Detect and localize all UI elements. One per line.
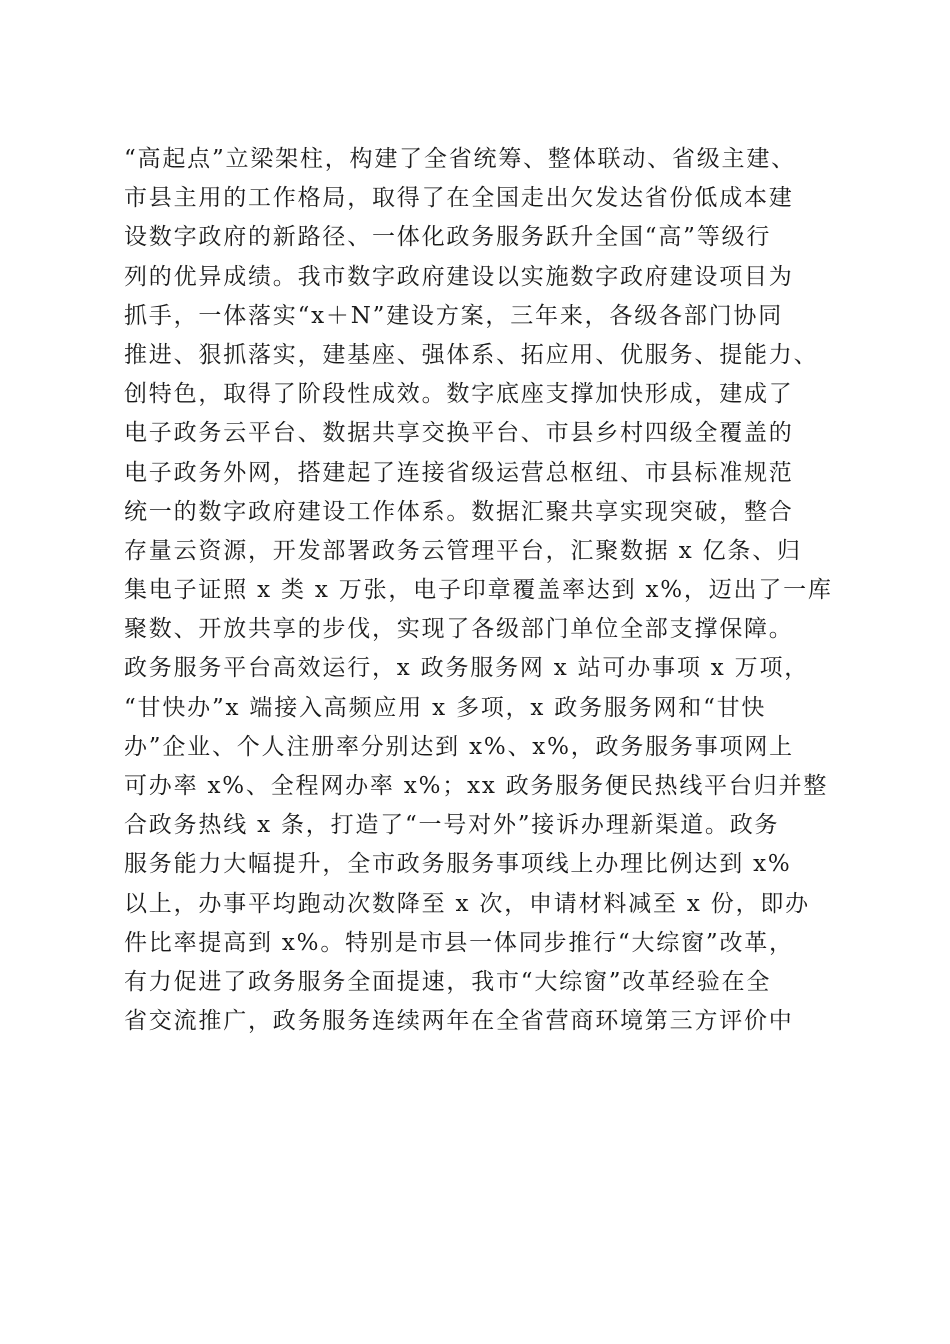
- text-line: 列的优异成绩。我市数字政府建设以实施数字政府建设项目为: [124, 263, 794, 290]
- text-line: 集电子证照 x 类 x 万张，电子印章覆盖率达到 x%，迈出了一库: [124, 577, 833, 604]
- text-line: 推进、狠抓落实，建基座、强体系、拓应用、优服务、提能力、: [124, 341, 819, 368]
- text-line: 办”企业、个人注册率分别达到 x%、x%，政务服务事项网上: [124, 733, 794, 760]
- text-line: 统一的数字政府建设工作体系。数据汇聚共享实现突破，整合: [124, 498, 794, 525]
- text-line: 政务服务平台高效运行，x 政务服务网 x 站可办事项 x 万项，: [124, 655, 810, 682]
- text-line: 可办率 x%、全程网办率 x%；xx 政务服务便民热线平台归并整: [124, 773, 829, 799]
- text-line: 电子政务云平台、数据共享交换平台、市县乡村四级全覆盖的: [124, 420, 794, 447]
- text-line: 存量云资源，开发部署政务云管理平台，汇聚数据 x 亿条、归: [124, 537, 802, 564]
- text-line: 有力促进了政务服务全面提速，我市“大综窗”改革经验在全: [124, 968, 772, 995]
- text-line: 创特色，取得了阶段性成效。数字底座支撑加快形成，建成了: [124, 381, 794, 408]
- text-line: 市县主用的工作格局，取得了在全国走出欠发达省份低成本建: [124, 185, 794, 212]
- text-line: 电子政务外网，搭建起了连接省级运营总枢纽、市县标准规范: [124, 459, 794, 486]
- text-line: 抓手，一体落实“x＋N”建设方案，三年来，各级各部门协同: [124, 302, 784, 329]
- text-line: “高起点”立梁架柱，构建了全省统筹、整体联动、省级主建、: [124, 146, 796, 172]
- text-line: “甘快办”x 端接入高频应用 x 多项，x 政务服务网和“甘快: [124, 694, 767, 721]
- text-line: 服务能力大幅提升，全市政务服务事项线上办理比例达到 x%: [124, 851, 792, 878]
- text-line: 以上，办事平均跑动次数降至 x 次，申请材料减至 x 份，即办: [124, 890, 810, 917]
- text-line: 合政务热线 x 条，打造了“一号对外”接诉办理新渠道。政务: [124, 812, 780, 839]
- text-line: 设数字政府的新路径、一体化政务服务跃升全国“高”等级行: [124, 224, 772, 251]
- text-line: 聚数、开放共享的步伐，实现了各级部门单位全部支撑保障。: [124, 616, 794, 643]
- text-line: 省交流推广，政务服务连续两年在全省营商环境第三方评价中: [124, 1008, 794, 1035]
- text-line: 件比率提高到 x%。特别是市县一体同步推行“大综窗”改革，: [124, 929, 794, 956]
- body-paragraph: [124, 140, 854, 1041]
